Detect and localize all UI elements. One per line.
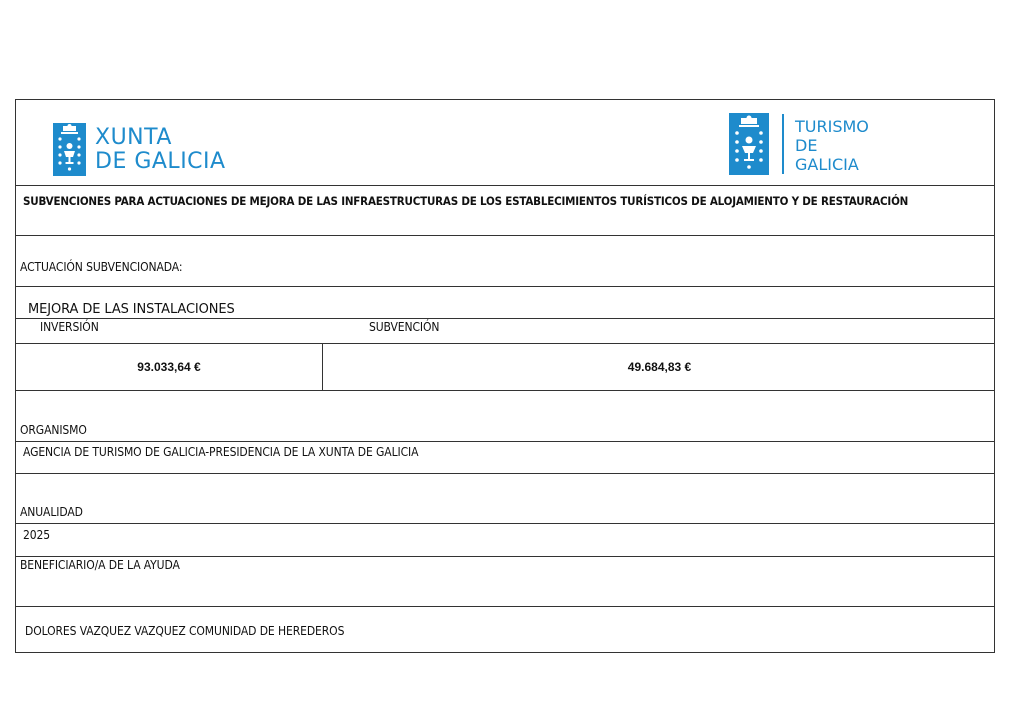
divider [16,235,994,236]
divider [16,606,994,607]
divider [16,441,994,442]
xunta-logo-line2: DE GALICIA [95,149,226,174]
actuacion-value: MEJORA DE LAS INSTALACIONES [28,302,235,317]
anualidad-value: 2025 [23,528,51,542]
subvencion-label: SUBVENCIÓN [369,320,440,334]
subvencion-amount: 49.684,83 € [627,360,692,374]
anualidad-label: ANUALIDAD [20,505,83,519]
divider [16,286,994,287]
organismo-value: AGENCIA DE TURISMO DE GALICIA-PRESIDENCIA DE LA XUNTA DE GALICIA [23,445,419,459]
turismo-de-galicia-logo [729,113,889,177]
actuacion-label: ACTUACIÓN SUBVENCIONADA: [20,260,183,274]
turismo-logo-divider [782,114,784,174]
divider [16,523,994,524]
divider [16,343,994,344]
turismo-logo-line3: GALICIA [795,155,859,174]
organismo-label: ORGANISMO [20,423,87,437]
inversion-label: INVERSIÓN [40,320,99,334]
turismo-shield-icon [729,113,769,175]
turismo-logo-line2: DE [795,136,818,155]
beneficiario-label: BENEFICIARIO/A DE LA AYUDA [20,558,180,572]
xunta-logo-line1: XUNTA [95,125,172,150]
sign-title: SUBVENCIONES PARA ACTUACIONES DE MEJORA DE LAS INFRAESTRUCTURAS DE LOS ESTABLECIMIENTOS TURÍSTICOS DE ALOJAMIENTO Y DE RESTAURACIÓN [23,194,909,208]
xunta-de-galicia-logo [53,123,233,177]
divider [16,473,994,474]
divider [16,318,994,319]
turismo-logo-line1: TURISMO [795,117,869,136]
divider [16,390,994,391]
galicia-shield-icon [53,123,86,176]
subsidy-sign-table [15,99,995,653]
beneficiario-value: DOLORES VAZQUEZ VAZQUEZ COMUNIDAD DE HEREDEROS [25,624,345,638]
divider [16,185,994,186]
divider [16,556,994,557]
inversion-amount: 93.033,64 € [137,360,201,374]
